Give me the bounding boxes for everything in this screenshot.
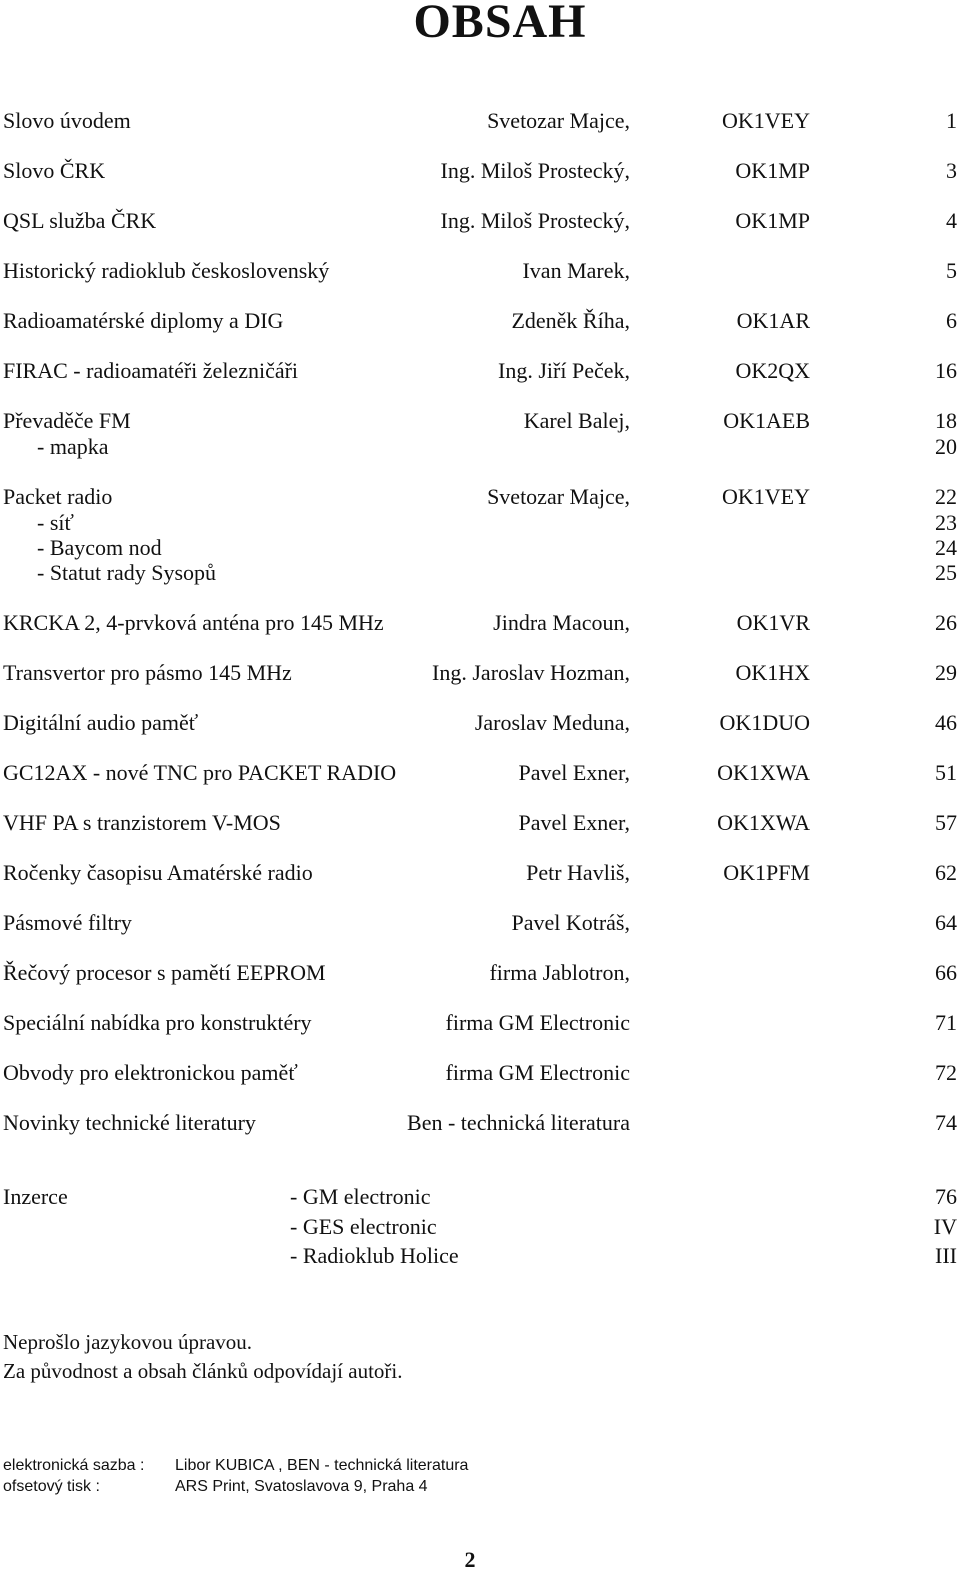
- advertiser-name: - GM electronic: [290, 1184, 431, 1209]
- toc-entry-page: 22: [935, 484, 957, 509]
- toc-entry-callsign: OK1VEY: [722, 108, 810, 133]
- page-title: OBSAH: [413, 0, 587, 48]
- toc-entry-author: firma Jablotron,: [489, 960, 630, 985]
- toc-entry-title: Digitální audio paměť: [3, 710, 199, 735]
- toc-entry-callsign: OK1AEB: [723, 408, 810, 433]
- toc-entry-author: Karel Balej,: [523, 408, 630, 433]
- toc-entry-author: Jindra Macoun,: [493, 610, 630, 635]
- toc-entry-callsign: OK1VR: [736, 610, 810, 635]
- toc-entry-author: Ing. Miloš Prostecký,: [440, 208, 630, 233]
- toc-entry-author: Ing. Jiří Peček,: [498, 358, 630, 383]
- toc-entry: [0, 258, 960, 284]
- credit-label: elektronická sazba :: [3, 1457, 145, 1474]
- toc-entry-title: Historický radioklub československý: [3, 258, 330, 283]
- toc-entry-title: Packet radio: [3, 484, 113, 509]
- advertiser-name: - GES electronic: [290, 1214, 437, 1239]
- toc-entry-author: Svetozar Majce,: [487, 484, 630, 509]
- toc-entry: [0, 434, 960, 460]
- credit-label: ofsetový tisk :: [3, 1478, 100, 1495]
- toc-entry: [0, 158, 960, 184]
- advertiser-entry: [0, 1243, 960, 1269]
- toc-entry-page: 1: [946, 108, 957, 133]
- toc-entry-page: 72: [935, 1060, 957, 1085]
- toc-entry-page: 71: [935, 1010, 957, 1035]
- toc-entry-page: 66: [935, 960, 957, 985]
- toc-entry-title: Speciální nabídka pro konstruktéry: [3, 1010, 312, 1035]
- toc-entry-callsign: OK1XWA: [717, 760, 810, 785]
- toc-entry-callsign: OK1PFM: [723, 860, 810, 885]
- toc-entry: [0, 1010, 960, 1036]
- toc-entry-title: Slovo ČRK: [3, 158, 106, 183]
- toc-entry-title: - Baycom nod: [37, 535, 162, 560]
- toc-entry-author: Pavel Exner,: [518, 760, 630, 785]
- toc-entry-title: VHF PA s tranzistorem V-MOS: [3, 810, 281, 835]
- toc-entry: [0, 810, 960, 836]
- advertisers-label: Inzerce: [3, 1184, 68, 1209]
- toc-entry-callsign: OK1MP: [735, 208, 810, 233]
- toc-entry-title: GC12AX - nové TNC pro PACKET RADIO: [3, 760, 397, 785]
- toc-entry-page: 16: [935, 358, 957, 383]
- toc-entry-title: QSL služba ČRK: [3, 208, 157, 233]
- toc-entry: [0, 208, 960, 234]
- toc-entry-author: firma GM Electronic: [445, 1060, 630, 1085]
- toc-entry-title: - síť: [37, 510, 74, 535]
- toc-entry: [0, 535, 960, 561]
- toc-entry-page: 25: [935, 560, 957, 585]
- toc-entry-page: 5: [946, 258, 957, 283]
- toc-entry: [0, 358, 960, 384]
- toc-entry-title: Radioamatérské diplomy a DIG: [3, 308, 284, 333]
- note-line: Neprošlo jazykovou úpravou.: [3, 1330, 253, 1354]
- toc-entry-page: 6: [946, 308, 957, 333]
- toc-entry-page: 74: [935, 1110, 957, 1135]
- toc-entry: [0, 710, 960, 736]
- toc-entry-callsign: OK2QX: [735, 358, 810, 383]
- toc-entry-callsign: OK1AR: [736, 308, 810, 333]
- toc-entry-title: KRCKA 2, 4-prvková anténa pro 145 MHz: [3, 610, 384, 635]
- toc-entry: [0, 1110, 960, 1136]
- advertiser-entry: [0, 1214, 960, 1240]
- credit-value: ARS Print, Svatoslavova 9, Praha 4: [175, 1478, 428, 1495]
- credit-value: Libor KUBICA , BEN - technická literatura: [175, 1457, 469, 1474]
- toc-entry-page: 23: [935, 510, 957, 535]
- toc-entry-title: Slovo úvodem: [3, 108, 131, 133]
- toc-entry-title: - Statut rady Sysopů: [37, 560, 217, 585]
- toc-entry: [0, 484, 960, 510]
- toc-entry-title: - mapka: [37, 434, 109, 459]
- toc-entry: [0, 510, 960, 536]
- toc-entry-page: 26: [935, 610, 957, 635]
- toc-entry-author: Svetozar Majce,: [487, 108, 630, 133]
- toc-entry-author: firma GM Electronic: [445, 1010, 630, 1035]
- toc-entry: [0, 760, 960, 786]
- advertiser-name: - Radioklub Holice: [290, 1243, 459, 1268]
- toc-entry-author: Petr Havliš,: [526, 860, 630, 885]
- toc-entry: [0, 308, 960, 334]
- note-line: Za původnost a obsah článků odpovídají autoři.: [3, 1359, 403, 1383]
- toc-entry-page: 51: [935, 760, 957, 785]
- toc-entry: [0, 408, 960, 434]
- toc-entry-author: Pavel Exner,: [518, 810, 630, 835]
- advertiser-entry: [0, 1184, 960, 1210]
- toc-entry: [0, 560, 960, 586]
- toc-entry-page: 62: [935, 860, 957, 885]
- toc-entry-callsign: OK1XWA: [717, 810, 810, 835]
- toc-entry-title: FIRAC - radioamatéři železničáři: [3, 358, 299, 383]
- toc-entry: [0, 660, 960, 686]
- toc-entry-author: Pavel Kotráš,: [511, 910, 630, 935]
- advertiser-page: III: [935, 1243, 957, 1268]
- advertiser-page: IV: [933, 1214, 957, 1239]
- toc-entry-page: 29: [935, 660, 957, 685]
- toc-entry-page: 24: [935, 535, 957, 560]
- toc-entry-callsign: OK1HX: [735, 660, 810, 685]
- toc-entry-title: Transvertor pro pásmo 145 MHz: [3, 660, 292, 685]
- toc-entry-page: 4: [946, 208, 957, 233]
- toc-entry: [0, 960, 960, 986]
- toc-entry: [0, 910, 960, 936]
- toc-entry-author: Ing. Jaroslav Hozman,: [432, 660, 630, 685]
- toc-entry: [0, 860, 960, 886]
- toc-entry-callsign: OK1VEY: [722, 484, 810, 509]
- page-number: 2: [464, 1547, 476, 1572]
- toc-entry-author: Ing. Miloš Prostecký,: [440, 158, 630, 183]
- toc-entry: [0, 1060, 960, 1086]
- toc-entry-author: Zdeněk Říha,: [511, 308, 630, 333]
- toc-entry-page: 57: [935, 810, 957, 835]
- toc-entry-author: Ben - technická literatura: [407, 1110, 630, 1135]
- toc-entry-page: 46: [935, 710, 957, 735]
- toc-entry-callsign: OK1MP: [735, 158, 810, 183]
- toc-entry-title: Ročenky časopisu Amatérské radio: [3, 860, 313, 885]
- toc-entry-page: 18: [935, 408, 957, 433]
- toc-entry-callsign: OK1DUO: [719, 710, 810, 735]
- toc-entry-title: Novinky technické literatury: [3, 1110, 256, 1135]
- toc-entry-title: Řečový procesor s pamětí EEPROM: [3, 960, 326, 985]
- toc-entry-page: 3: [946, 158, 957, 183]
- toc-entry-author: Jaroslav Meduna,: [474, 710, 630, 735]
- toc-entry: [0, 108, 960, 134]
- toc-entry-page: 64: [935, 910, 957, 935]
- toc-entry-title: Pásmové filtry: [3, 910, 132, 935]
- toc-entry-author: Ivan Marek,: [522, 258, 630, 283]
- toc-entry: [0, 610, 960, 636]
- advertiser-page: 76: [935, 1184, 957, 1209]
- toc-entry-title: Obvody pro elektronickou paměť: [3, 1060, 298, 1085]
- toc-entry-title: Převaděče FM: [3, 408, 131, 433]
- toc-entry-page: 20: [935, 434, 957, 459]
